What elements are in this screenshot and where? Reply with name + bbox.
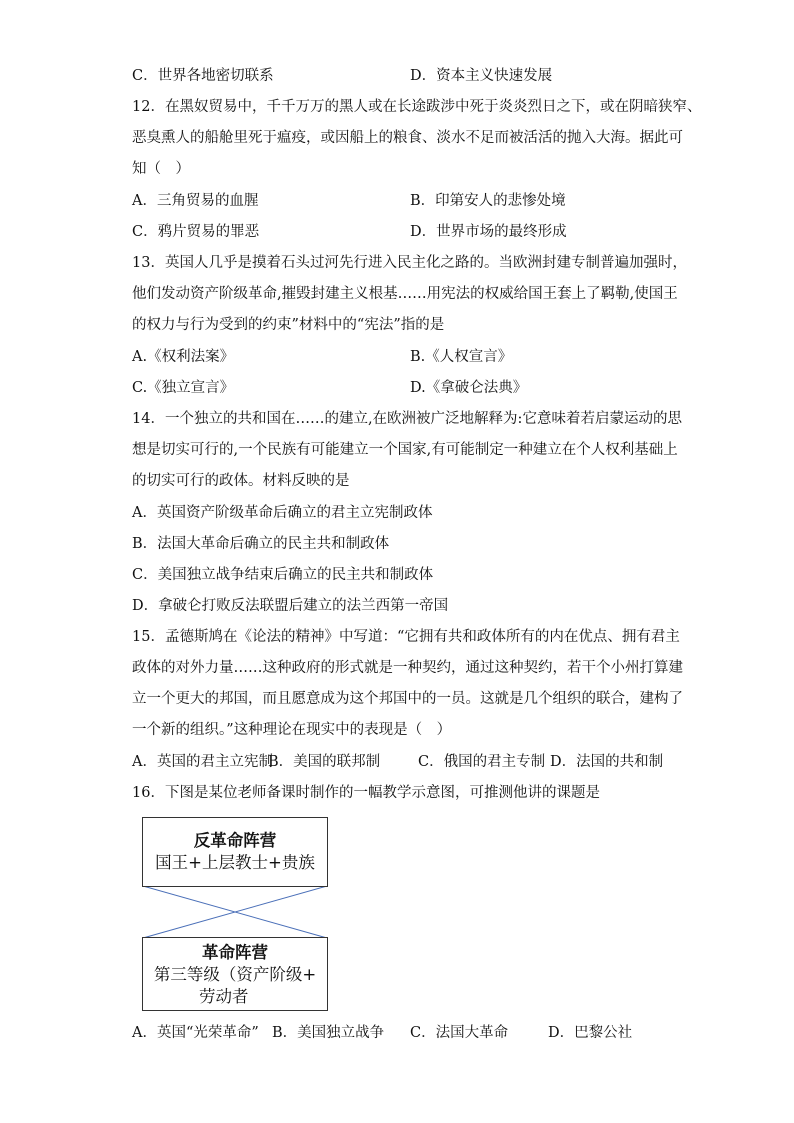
q12-option-a: A．三角贸易的血腥 [132, 193, 259, 209]
q12-stem-line-2: 恶臭熏人的船舱里死于瘟疫，或因船上的粮食、淡水不足而被活活的抛入大海。据此可 [132, 130, 683, 146]
q15-option-c: C．俄国的君主专制 [418, 754, 546, 770]
q15-stem-line-1: 15．孟德斯鸠在《论法的精神》中写道：“它拥有共和政体所有的内在优点、拥有君主 [132, 629, 680, 645]
revolution-camp-members-line-1: 第三等级（资产阶级+ [153, 965, 317, 984]
q15-option-a: A．英国的君主立宪制 [132, 754, 273, 770]
q14-stem-line-3: 的切实可行的政体。材料反映的是 [132, 473, 350, 489]
q16-diagram [142, 817, 328, 1011]
q14-option-d: D．拿破仑打败反法联盟后建立的法兰西第一帝国 [132, 598, 449, 614]
q13-stem-line-3: 的权力与行为受到的约束”材料中的“宪法”指的是 [132, 317, 445, 333]
q13-option-c: C.《独立宣言》 [132, 380, 235, 396]
q12-option-d: D．世界市场的最终形成 [410, 224, 567, 240]
counter-revolution-camp-members: 国王+上层教士+贵族 [155, 853, 315, 872]
q13-stem-line-1: 13．英国人几乎是摸着石头过河先行进入民主化之路的。当欧洲封建专制普遍加强时， [132, 255, 687, 271]
q14-stem-line-2: 想是切实可行的,一个民族有可能建立一个国家,有可能制定一种建立在个人权利基础上 [132, 442, 678, 458]
counter-revolution-camp-box [142, 817, 328, 887]
q16-stem: 16．下图是某位老师备课时制作的一幅教学示意图，可推测他讲的课题是 [132, 785, 600, 801]
revolution-camp-members-line-2: 劳动者 [199, 987, 249, 1006]
q12-stem-line-1: 12．在黑奴贸易中，千千万万的黑人或在长途跋涉中死于炎炎烈日之下，或在阴暗狭窄、 [132, 99, 702, 115]
revolution-camp-title: 革命阵营 [202, 943, 268, 962]
q14-option-b: B．法国大革命后确立的民主共和制政体 [132, 536, 390, 552]
q16-option-d: D．巴黎公社 [548, 1025, 633, 1041]
q11-option-d: D．资本主义快速发展 [410, 68, 553, 84]
q13-option-d: D.《拿破仑法典》 [410, 380, 528, 396]
q15-stem-line-2: 政体的对外力量……这种政府的形式就是一种契约，通过这种契约，若干个小州打算建 [132, 660, 683, 676]
q15-option-b: B．美国的联邦制 [268, 754, 381, 770]
q14-stem-line-1: 14．一个独立的共和国在……的建立,在欧洲被广泛地解释为:它意味着若启蒙运动的思 [132, 411, 682, 427]
q16-option-a: A．英国“光荣革命” [132, 1025, 259, 1041]
revolution-camp-box [142, 937, 328, 1011]
q13-stem-line-2: 他们发动资产阶级革命,摧毁封建主义根基……用宪法的权威给国王套上了羁勒,使国王 [132, 286, 678, 302]
q12-stem-line-3: 知（ ） [132, 161, 190, 177]
counter-revolution-camp-title: 反革命阵营 [193, 831, 277, 850]
q15-option-d: D．法国的共和制 [550, 754, 664, 770]
q11-option-c: C．世界各地密切联系 [132, 68, 274, 84]
q15-stem-line-3: 立一个更大的邦国，而且愿意成为这个邦国中的一员。这就是几个组织的联合，建构了 [132, 691, 683, 707]
q16-option-b: B．美国独立战争 [272, 1025, 385, 1041]
q15-stem-line-4: 一个新的组织。”这种理论在现实中的表现是（ ） [132, 722, 452, 738]
q14-option-c: C．美国独立战争结束后确立的民主共和制政体 [132, 567, 434, 583]
q12-option-c: C．鸦片贸易的罪恶 [132, 224, 260, 240]
q16-option-c: C．法国大革命 [410, 1025, 509, 1041]
q13-option-b: B.《人权宣言》 [410, 349, 513, 365]
q12-option-b: B．印第安人的悲惨处境 [410, 193, 566, 209]
q13-option-a: A.《权利法案》 [132, 349, 235, 365]
q14-option-a: A．英国资产阶级革命后确立的君主立宪制政体 [132, 505, 433, 521]
